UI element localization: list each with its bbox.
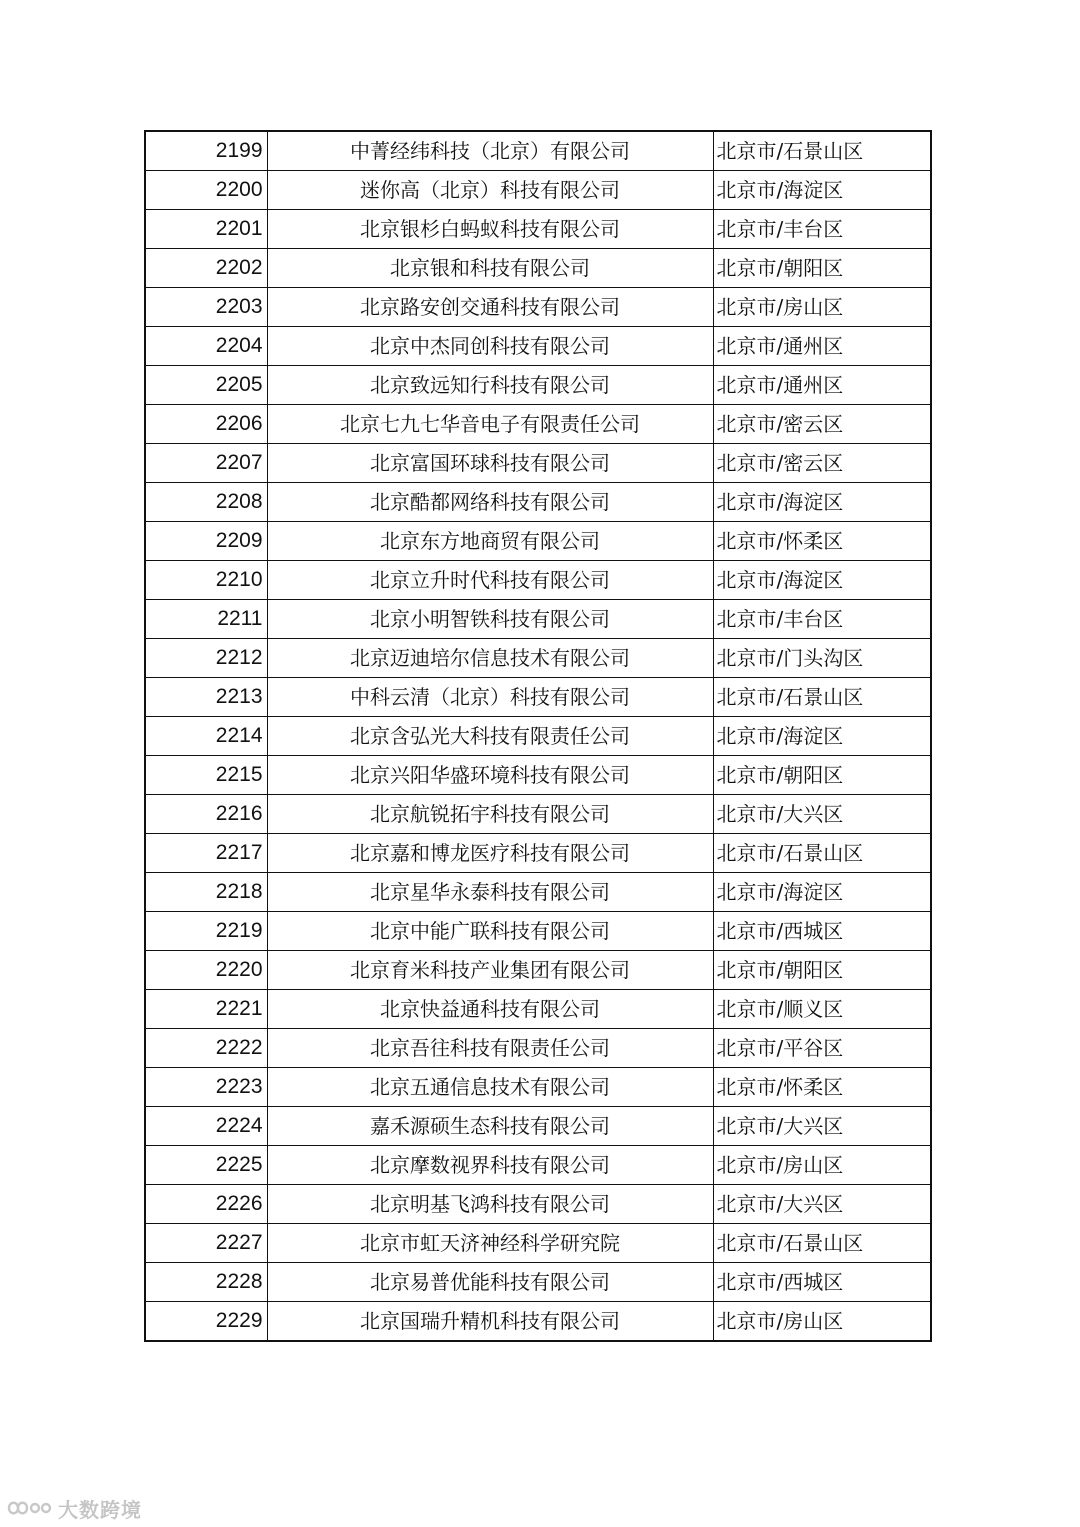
table-row [145,561,931,600]
table-row [145,210,931,249]
company-list-table [144,130,932,1342]
region-cell: 北京市/西城区 [713,912,931,951]
table-row [145,327,931,366]
row-number-cell: 2201 [145,210,267,249]
row-number-cell: 2206 [145,405,267,444]
row-number-cell: 2227 [145,1224,267,1263]
company-name-cell: 北京立升时代科技有限公司 [267,561,713,600]
company-name-cell: 北京国瑞升精机科技有限公司 [267,1302,713,1342]
region-cell: 北京市/大兴区 [713,1107,931,1146]
table-row [145,912,931,951]
row-number-cell: 2218 [145,873,267,912]
table-row [145,1263,931,1302]
company-name-cell: 北京明基飞鸿科技有限公司 [267,1185,713,1224]
company-name-cell: 北京银杉白蚂蚁科技有限公司 [267,210,713,249]
row-number-cell: 2209 [145,522,267,561]
table-row [145,131,931,171]
table-row [145,834,931,873]
company-name-cell: 北京市虹天济神经科学研究院 [267,1224,713,1263]
row-number-cell: 2226 [145,1185,267,1224]
watermark-text: 大数跨境 [58,1497,142,1522]
watermark [6,1494,142,1522]
company-name-cell: 北京育米科技产业集团有限公司 [267,951,713,990]
region-cell: 北京市/石景山区 [713,1224,931,1263]
region-cell: 北京市/密云区 [713,444,931,483]
row-number-cell: 2199 [145,131,267,171]
table-row [145,756,931,795]
row-number-cell: 2223 [145,1068,267,1107]
table-row [145,717,931,756]
region-cell: 北京市/海淀区 [713,171,931,210]
row-number-cell: 2217 [145,834,267,873]
company-name-cell: 北京富国环球科技有限公司 [267,444,713,483]
row-number-cell: 2204 [145,327,267,366]
region-cell: 北京市/石景山区 [713,678,931,717]
table-row [145,795,931,834]
row-number-cell: 2228 [145,1263,267,1302]
row-number-cell: 2221 [145,990,267,1029]
region-cell: 北京市/石景山区 [713,131,931,171]
company-list-body [145,131,931,1341]
region-cell: 北京市/朝阳区 [713,249,931,288]
region-cell: 北京市/西城区 [713,1263,931,1302]
table-row [145,951,931,990]
row-number-cell: 2205 [145,366,267,405]
row-number-cell: 2224 [145,1107,267,1146]
table-row [145,1107,931,1146]
row-number-cell: 2210 [145,561,267,600]
region-cell: 北京市/怀柔区 [713,1068,931,1107]
company-name-cell: 北京航锐拓宇科技有限公司 [267,795,713,834]
table-row [145,600,931,639]
table-row [145,1302,931,1342]
region-cell: 北京市/房山区 [713,1302,931,1342]
row-number-cell: 2229 [145,1302,267,1342]
infinity-logo-icon [6,1496,52,1520]
company-name-cell: 嘉禾源硕生态科技有限公司 [267,1107,713,1146]
row-number-cell: 2219 [145,912,267,951]
region-cell: 北京市/通州区 [713,327,931,366]
table-row [145,678,931,717]
region-cell: 北京市/房山区 [713,288,931,327]
region-cell: 北京市/大兴区 [713,795,931,834]
row-number-cell: 2220 [145,951,267,990]
table-row [145,1224,931,1263]
company-name-cell: 北京快益通科技有限公司 [267,990,713,1029]
company-name-cell: 北京星华永泰科技有限公司 [267,873,713,912]
region-cell: 北京市/顺义区 [713,990,931,1029]
row-number-cell: 2215 [145,756,267,795]
row-number-cell: 2203 [145,288,267,327]
table-row [145,483,931,522]
region-cell: 北京市/通州区 [713,366,931,405]
table-row [145,522,931,561]
company-name-cell: 北京兴阳华盛环境科技有限公司 [267,756,713,795]
row-number-cell: 2208 [145,483,267,522]
company-name-cell: 中科云清（北京）科技有限公司 [267,678,713,717]
region-cell: 北京市/丰台区 [713,210,931,249]
table-row [145,639,931,678]
table-row [145,171,931,210]
region-cell: 北京市/怀柔区 [713,522,931,561]
region-cell: 北京市/朝阳区 [713,756,931,795]
company-name-cell: 北京酷都网络科技有限公司 [267,483,713,522]
region-cell: 北京市/平谷区 [713,1029,931,1068]
region-cell: 北京市/海淀区 [713,717,931,756]
company-name-cell: 北京易普优能科技有限公司 [267,1263,713,1302]
row-number-cell: 2211 [145,600,267,639]
row-number-cell: 2213 [145,678,267,717]
company-name-cell: 北京迈迪培尔信息技术有限公司 [267,639,713,678]
table-row [145,1029,931,1068]
company-name-cell: 北京东方地商贸有限公司 [267,522,713,561]
company-name-cell: 北京摩数视界科技有限公司 [267,1146,713,1185]
region-cell: 北京市/朝阳区 [713,951,931,990]
company-name-cell: 中菁经纬科技（北京）有限公司 [267,131,713,171]
company-name-cell: 北京路安创交通科技有限公司 [267,288,713,327]
company-name-cell: 迷你高（北京）科技有限公司 [267,171,713,210]
company-name-cell: 北京吾往科技有限责任公司 [267,1029,713,1068]
table-row [145,366,931,405]
company-name-cell: 北京小明智铁科技有限公司 [267,600,713,639]
region-cell: 北京市/海淀区 [713,483,931,522]
region-cell: 北京市/大兴区 [713,1185,931,1224]
region-cell: 北京市/房山区 [713,1146,931,1185]
table-row [145,873,931,912]
table-row [145,444,931,483]
row-number-cell: 2225 [145,1146,267,1185]
table-row [145,990,931,1029]
table-row [145,1068,931,1107]
region-cell: 北京市/密云区 [713,405,931,444]
table-row [145,288,931,327]
company-name-cell: 北京七九七华音电子有限责任公司 [267,405,713,444]
table-row [145,1185,931,1224]
region-cell: 北京市/海淀区 [713,873,931,912]
company-name-cell: 北京银和科技有限公司 [267,249,713,288]
region-cell: 北京市/丰台区 [713,600,931,639]
row-number-cell: 2216 [145,795,267,834]
row-number-cell: 2214 [145,717,267,756]
region-cell: 北京市/石景山区 [713,834,931,873]
row-number-cell: 2212 [145,639,267,678]
company-name-cell: 北京中能广联科技有限公司 [267,912,713,951]
row-number-cell: 2207 [145,444,267,483]
table-row [145,249,931,288]
company-name-cell: 北京含弘光大科技有限责任公司 [267,717,713,756]
region-cell: 北京市/门头沟区 [713,639,931,678]
company-name-cell: 北京嘉和博龙医疗科技有限公司 [267,834,713,873]
company-name-cell: 北京致远知行科技有限公司 [267,366,713,405]
row-number-cell: 2202 [145,249,267,288]
row-number-cell: 2222 [145,1029,267,1068]
region-cell: 北京市/海淀区 [713,561,931,600]
table-row [145,405,931,444]
company-name-cell: 北京五通信息技术有限公司 [267,1068,713,1107]
company-name-cell: 北京中杰同创科技有限公司 [267,327,713,366]
table-row [145,1146,931,1185]
row-number-cell: 2200 [145,171,267,210]
